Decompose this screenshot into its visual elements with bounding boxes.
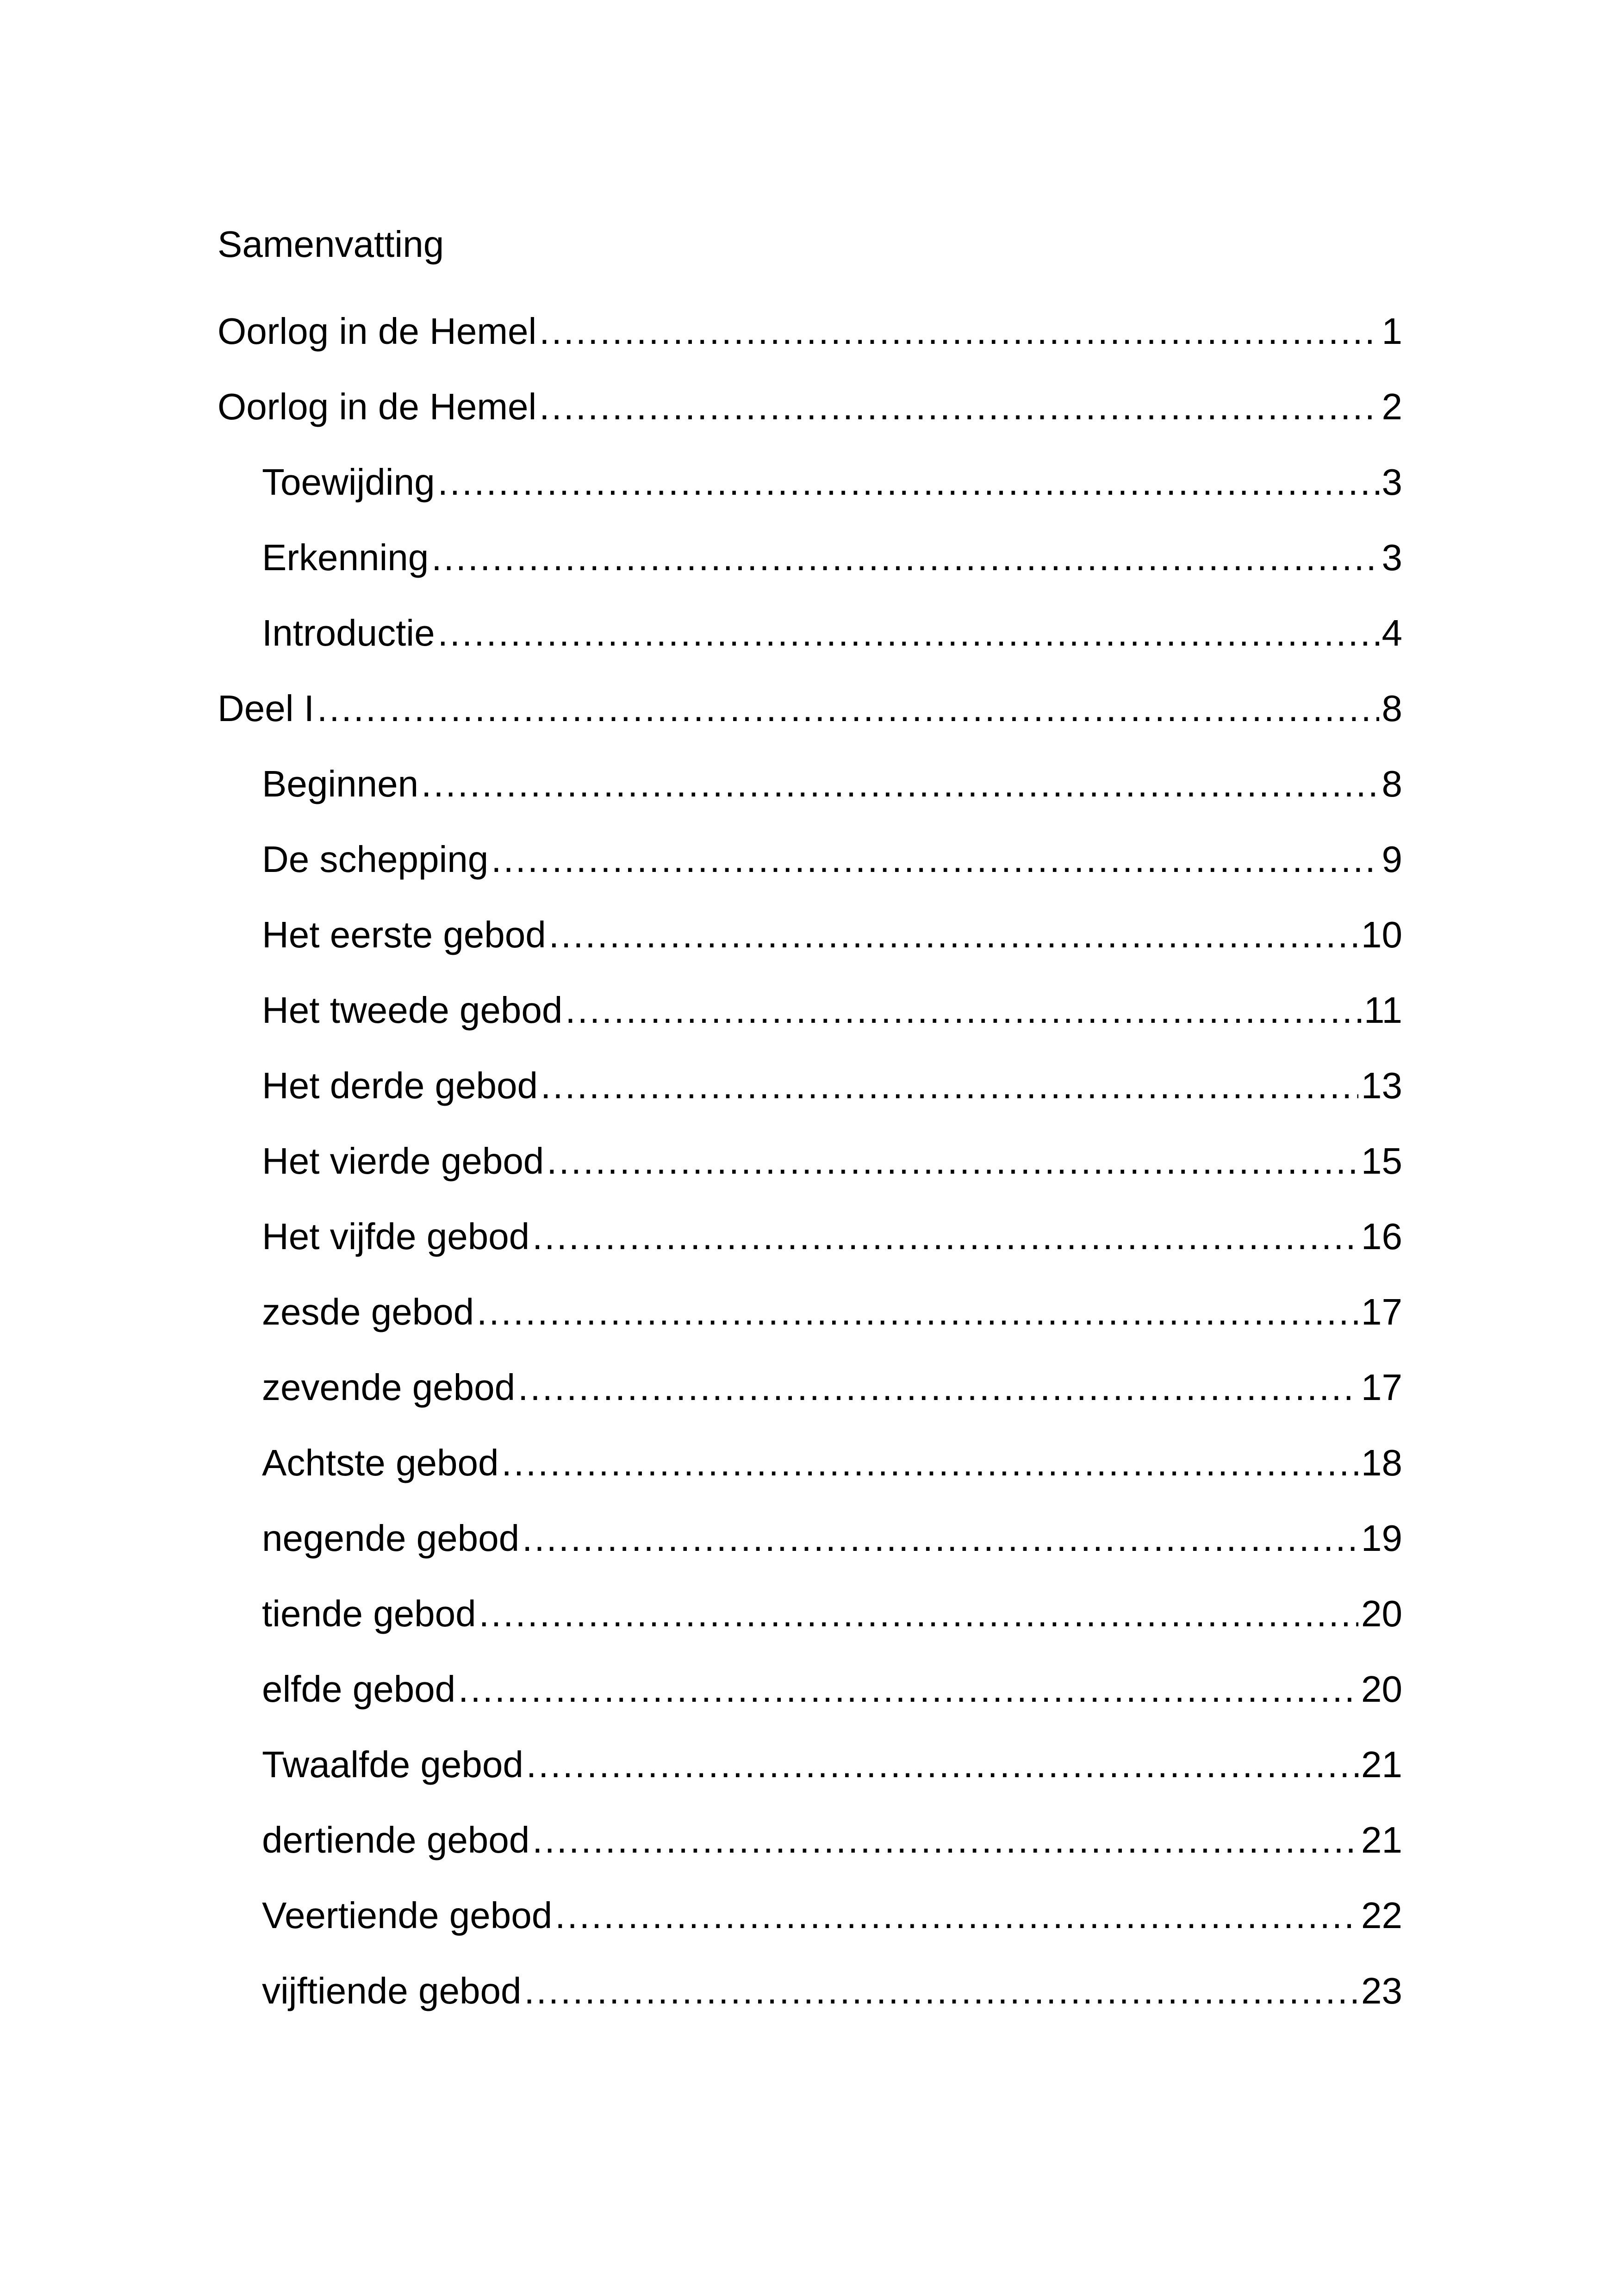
toc-dot-leader: [501, 1440, 1358, 1486]
toc-dot-leader: [421, 761, 1379, 807]
toc-entry-page-number: 22: [1361, 1895, 1402, 1936]
toc-entry-title: zesde gebod: [262, 1291, 474, 1332]
toc-entry[interactable]: [218, 459, 1402, 535]
toc-entry[interactable]: [218, 1138, 1402, 1213]
toc-entry[interactable]: [218, 1364, 1402, 1440]
toc-dot-leader: [565, 987, 1361, 1033]
toc-entry-title: vijftiende gebod: [262, 1970, 522, 2011]
toc-dot-leader: [539, 384, 1379, 430]
toc-entry-title: Toewijding: [262, 461, 435, 503]
toc-dot-leader: [479, 1591, 1358, 1637]
toc-entry-page-number: 20: [1361, 1593, 1402, 1634]
toc-entry-title: Oorlog in de Hemel: [218, 311, 537, 352]
toc-entry[interactable]: [218, 1063, 1402, 1138]
toc-entry-page-number: 1: [1382, 311, 1402, 352]
toc-entry-title: Beginnen: [262, 763, 419, 804]
toc-dot-leader: [524, 1968, 1358, 2014]
toc-entry-page-number: 3: [1382, 537, 1402, 578]
toc-entry[interactable]: [218, 912, 1402, 987]
toc-entry[interactable]: [218, 761, 1402, 836]
toc-heading: Samenvatting: [218, 224, 444, 265]
toc-entry[interactable]: [218, 1591, 1402, 1666]
toc-dot-leader: [549, 912, 1358, 958]
toc-entry-title: Het tweede gebod: [262, 989, 563, 1031]
toc-entry-page-number: 19: [1361, 1518, 1402, 1559]
toc-entry[interactable]: [218, 1817, 1402, 1892]
toc-entry-page-number: 16: [1361, 1216, 1402, 1257]
toc-entry-page-number: 3: [1382, 461, 1402, 503]
toc-entry-page-number: 18: [1361, 1442, 1402, 1483]
toc-dot-leader: [431, 535, 1379, 581]
toc-entry[interactable]: [218, 1892, 1402, 1968]
toc-entry[interactable]: [218, 1213, 1402, 1289]
toc-entry[interactable]: [218, 1289, 1402, 1364]
toc-dot-leader: [526, 1742, 1358, 1788]
toc-entry-title: Het vijfde gebod: [262, 1216, 530, 1257]
toc-dot-leader: [491, 836, 1379, 883]
toc-entry-page-number: 23: [1361, 1970, 1402, 2011]
toc-entry-page-number: 17: [1361, 1291, 1402, 1332]
table-of-contents: [218, 308, 1402, 2043]
toc-entry[interactable]: [218, 685, 1402, 761]
toc-entry-page-number: 17: [1361, 1367, 1402, 1408]
toc-entry-title: tiende gebod: [262, 1593, 476, 1634]
toc-dot-leader: [555, 1892, 1358, 1939]
toc-dot-leader: [532, 1817, 1358, 1863]
toc-entry-title: negende gebod: [262, 1518, 520, 1559]
toc-entry-title: elfde gebod: [262, 1668, 456, 1710]
toc-entry-page-number: 13: [1361, 1065, 1402, 1106]
toc-entry-title: zevende gebod: [262, 1367, 516, 1408]
toc-entry-page-number: 11: [1363, 989, 1402, 1031]
toc-entry[interactable]: [218, 836, 1402, 912]
toc-entry[interactable]: [218, 987, 1402, 1063]
toc-entry[interactable]: [218, 384, 1402, 459]
toc-entry-page-number: 10: [1361, 914, 1402, 955]
toc-dot-leader: [438, 459, 1379, 505]
toc-entry-page-number: 20: [1361, 1668, 1402, 1710]
toc-dot-leader: [547, 1138, 1358, 1184]
toc-dot-leader: [317, 685, 1379, 732]
toc-entry-page-number: 21: [1361, 1819, 1402, 1860]
toc-entry[interactable]: [218, 610, 1402, 685]
toc-entry-title: Twaalfde gebod: [262, 1744, 523, 1785]
toc-dot-leader: [438, 610, 1379, 656]
toc-entry[interactable]: [218, 1968, 1402, 2043]
toc-entry-page-number: 15: [1361, 1140, 1402, 1182]
toc-entry-page-number: 2: [1382, 386, 1402, 427]
toc-dot-leader: [541, 1063, 1358, 1109]
toc-entry-title: Oorlog in de Hemel: [218, 386, 537, 427]
toc-entry-title: Veertiende gebod: [262, 1895, 553, 1936]
toc-entry-page-number: 21: [1361, 1744, 1402, 1785]
toc-entry-title: Achtste gebod: [262, 1442, 499, 1483]
toc-dot-leader: [532, 1213, 1358, 1260]
toc-entry-page-number: 4: [1382, 612, 1402, 653]
toc-entry-page-number: 8: [1382, 688, 1402, 729]
toc-entry-page-number: 8: [1382, 763, 1402, 804]
toc-entry[interactable]: [218, 1666, 1402, 1742]
toc-entry-title: Deel I: [218, 688, 314, 729]
toc-dot-leader: [518, 1364, 1358, 1411]
toc-entry-title: dertiende gebod: [262, 1819, 530, 1860]
toc-entry[interactable]: [218, 1515, 1402, 1591]
toc-dot-leader: [477, 1289, 1358, 1335]
toc-entry-title: De schepping: [262, 839, 489, 880]
toc-entry[interactable]: [218, 1440, 1402, 1515]
toc-dot-leader: [539, 308, 1379, 355]
toc-dot-leader: [522, 1515, 1358, 1562]
toc-entry[interactable]: [218, 308, 1402, 384]
toc-entry[interactable]: [218, 535, 1402, 610]
toc-entry-title: Het vierde gebod: [262, 1140, 544, 1182]
toc-entry-page-number: 9: [1382, 839, 1402, 880]
toc-entry-title: Het derde gebod: [262, 1065, 538, 1106]
toc-entry-title: Het eerste gebod: [262, 914, 546, 955]
toc-entry[interactable]: [218, 1742, 1402, 1817]
toc-entry-title: Erkenning: [262, 537, 429, 578]
toc-dot-leader: [458, 1666, 1358, 1712]
toc-entry-title: Introductie: [262, 612, 435, 653]
